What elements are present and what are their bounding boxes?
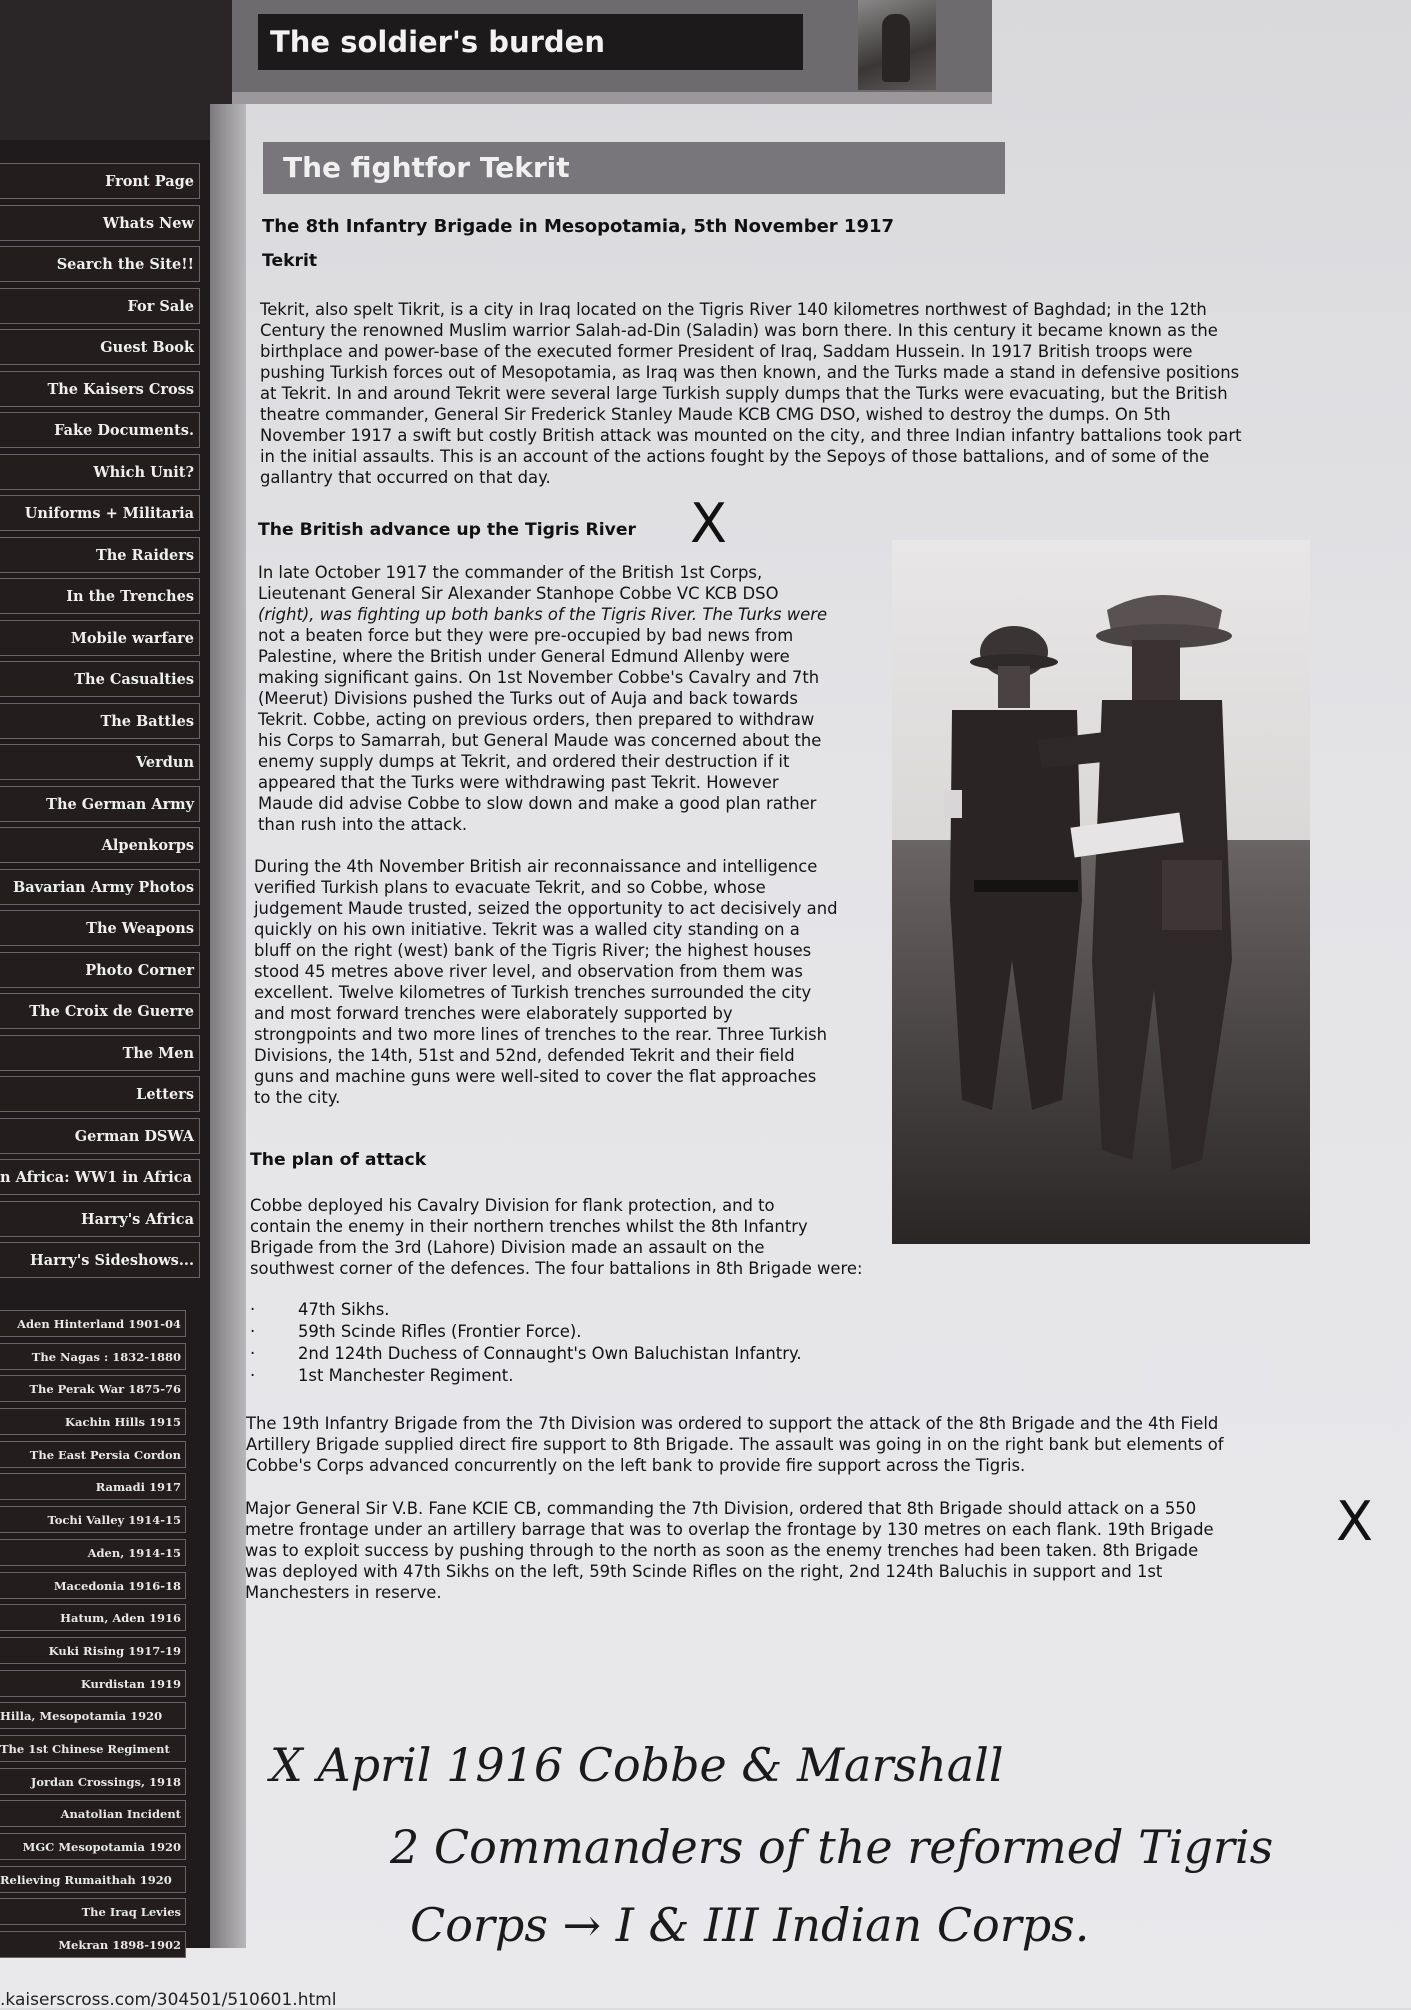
advance-paragraph: In late October 1917 the commander of the British 1st Corps, Lieutenant General Sir Alexander Stanhope Cobbe VC KCB DSO (right), was fighting up both banks of the Tigris River. The Turks were not a beaten force but they were pre-occupied by bad news from Palestine, where the British under General Edmund Allenby were making significant gains. On 1st November Cobbe's Cavalry and 7th (Meerut) Divisions pushed the Turks out of Auja and back towards Tekrit. Cobbe, acting on previous orders, then prepared to withdraw his Corps to Samarrah, but General Maude was concerned about the enemy supply dumps at Tekrit, and ordered their destruction if it appeared that the Turks were withdrawing past Tekrit. However Maude did advise Cobbe to slow down and make a good plan rather than rush into the attack.: [258, 563, 828, 834]
handwritten-note-line-3: Corps → I & III Indian Corps.: [410, 1898, 1090, 1952]
fane-paragraph: Major General Sir V.B. Fane KCIE CB, commanding the 7th Division, ordered that 8th Brigade should attack on a 550 metre frontage under an artillery barrage that was to overlap the frontage by 130 metres on each flank. 19th Brigade was to exploit success by pushing through to the north as soon as the enemy trenches had been taken. 8th Brigade was deployed with 47th Sikhs on the left, 59th Scinde Rifles on the right, 2nd 124th Baluchis in support and 1st Manchesters in reserve.: [245, 1499, 1214, 1602]
handwritten-note-line-1: X April 1916 Cobbe & Marshall: [270, 1738, 1004, 1792]
sidebar-item-trenches[interactable]: In the Trenches: [0, 578, 200, 614]
sidebar-item-men[interactable]: The Men: [0, 1035, 200, 1071]
list-item: · 2nd 124th Duchess of Connaught's Own Baluchistan Infantry.: [250, 1344, 802, 1363]
sidebar-item-verdun[interactable]: Verdun: [0, 744, 200, 780]
subnav-item-rumaithah[interactable]: Relieving Rumaithah 1920: [0, 1866, 186, 1893]
recon-paragraph: During the 4th November British air reconnaissance and intelligence verified Turkish plans to evacuate Tekrit, and so Cobbe, whose judgement Maude trusted, seized the opportunity to act decisively and quickly on his own initiative. Tekrit was a walled city standing on a bluff on the right (west) bank of the Tigris River; the highest houses stood 45 metres above river level, and observation from them was excellent. Twelve kilometres of Turkish trenches surrounded the city and most forward trenches were elaborately supported by strongpoints and two more lines of trenches to the rear. Three Turkish Divisions, the 14th, 51st and 52nd, defended Tekrit and their field guns and machine guns were well-sited to cover the flat approaches to the city.: [254, 857, 838, 1107]
sidebar-item-guest-book[interactable]: Guest Book: [0, 329, 200, 365]
header-strip: [232, 92, 992, 104]
subnav-item-nagas[interactable]: The Nagas : 1832-1880: [0, 1343, 186, 1370]
plan-paragraph: Cobbe deployed his Cavalry Division for flank protection, and to contain the enemy in their northern trenches whilst the 8th Infantry Brigade from the 3rd (Lahore) Division made an assault on the southwest corner of the defences. The four battalions in 8th Brigade were:: [250, 1196, 863, 1278]
sidebar-item-which-unit[interactable]: Which Unit?: [0, 454, 200, 490]
subnav-item-ramadi[interactable]: Ramadi 1917: [0, 1473, 186, 1500]
sidebar-item-kaisers-cross[interactable]: The Kaisers Cross: [0, 371, 200, 407]
site-title: The soldier's burden: [258, 14, 803, 70]
list-item: · 1st Manchester Regiment.: [250, 1366, 514, 1385]
sidebar-item-alpenkorps[interactable]: Alpenkorps: [0, 827, 200, 863]
sidebar-item-for-sale[interactable]: For Sale: [0, 288, 200, 324]
subnav-item-tochi-valley[interactable]: Tochi Valley 1914-15: [0, 1506, 186, 1533]
handwritten-x-mark-2: X: [1336, 1490, 1373, 1553]
footer-url[interactable]: .kaiserscross.com/304501/510601.html: [0, 1990, 337, 2010]
sidebar-item-mobile-warfare[interactable]: Mobile warfare: [0, 620, 200, 656]
subnav-item-anatolian[interactable]: Anatolian Incident: [0, 1800, 186, 1827]
header-soldier-photo: [858, 0, 936, 90]
sidebar-item-bavarian-photos[interactable]: Bavarian Army Photos: [0, 869, 200, 905]
subnav-item-mgc-mesopotamia[interactable]: MGC Mesopotamia 1920: [0, 1833, 186, 1860]
subnav-item-aden-1914[interactable]: Aden, 1914-15: [0, 1539, 186, 1566]
sidebar-shade: [210, 104, 246, 1948]
sidebar-item-africa[interactable]: n Africa: WW1 in Africa: [0, 1159, 200, 1195]
subnav-item-kuki-rising[interactable]: Kuki Rising 1917-19: [0, 1637, 186, 1664]
sidebar-item-fake-documents[interactable]: Fake Documents.: [0, 412, 200, 448]
subnav-item-hatum[interactable]: Hatum, Aden 1916: [0, 1604, 186, 1631]
subnav-item-chinese-regiment[interactable]: The 1st Chinese Regiment: [0, 1735, 186, 1762]
subnav-item-perak-war[interactable]: The Perak War 1875-76: [0, 1375, 186, 1402]
sidebar-item-photo-corner[interactable]: Photo Corner: [0, 952, 200, 988]
subnav-item-aden-hinterland[interactable]: Aden Hinterland 1901-04: [0, 1310, 186, 1337]
plan-heading: The plan of attack: [250, 1150, 427, 1170]
subnav-item-iraq-levies[interactable]: The Iraq Levies: [0, 1898, 186, 1925]
subnav-item-kachin-hills[interactable]: Kachin Hills 1915: [0, 1408, 186, 1435]
cobbe-photograph: [892, 540, 1310, 1244]
sidebar-item-letters[interactable]: Letters: [0, 1076, 200, 1112]
sidebar-item-search[interactable]: Search the Site!!: [0, 246, 200, 282]
sidebar-item-casualties[interactable]: The Casualties: [0, 661, 200, 697]
sidebar-item-front-page[interactable]: Front Page: [0, 163, 200, 199]
support-paragraph: The 19th Infantry Brigade from the 7th Division was ordered to support the attack of the 8th Brigade and the 4th Field Artillery Brigade supplied direct fire support to 8th Brigade. The assault was going in on the right bank but elements of Cobbe's Corps advanced concurrently on the left bank to provide fire support across the Tigris.: [246, 1414, 1224, 1475]
sidebar-subnav: [0, 1310, 186, 1964]
sidebar-item-battles[interactable]: The Battles: [0, 703, 200, 739]
sidebar-item-croix-de-guerre[interactable]: The Croix de Guerre: [0, 993, 200, 1029]
sidebar-item-whats-new[interactable]: Whats New: [0, 205, 200, 241]
tekrit-paragraph: Tekrit, also spelt Tikrit, is a city in Iraq located on the Tigris River 140 kilometres northwest of Baghdad; in the 12th Century the renowned Muslim warrior Salah-ad-Din (Saladin) was born there. In this century it became known as the birthplace and power-base of the executed former President of Iraq, Saddam Hussein. In 1917 British troops were pushing Turkish forces out of Mesopotamia, as Iraq was then known, and the Turks made a stand in defensive positions at Tekrit. In and around Tekrit were several large Turkish supply dumps that the Turks were evacuating, but the British theatre commander, General Sir Frederick Stanley Maude KCB CMG DSO, wished to destroy the dumps. On 5th November 1917 a swift but costly British attack was mounted on the city, and three Indian infantry battalions took part in the initial assaults. This is an account of the actions fought by the Sepoys of those battalions, and of some of the gallantry that occurred on that day.: [260, 300, 1242, 487]
handwritten-note-line-2: 2 Commanders of the reformed Tigris: [390, 1820, 1274, 1874]
subnav-item-macedonia[interactable]: Macedonia 1916-18: [0, 1572, 186, 1599]
sidebar-item-raiders[interactable]: The Raiders: [0, 537, 200, 573]
sidebar-nav: [0, 163, 200, 1284]
list-item: · 47th Sikhs.: [250, 1300, 390, 1319]
list-item: · 59th Scinde Rifles (Frontier Force).: [250, 1322, 582, 1341]
subnav-item-hilla[interactable]: Hilla, Mesopotamia 1920: [0, 1702, 186, 1729]
subnav-item-east-persia[interactable]: The East Persia Cordon: [0, 1441, 186, 1468]
sidebar-item-german-army[interactable]: The German Army: [0, 786, 200, 822]
header-dark-block: [0, 0, 240, 140]
subnav-item-jordan-crossings[interactable]: Jordan Crossings, 1918: [0, 1768, 186, 1795]
sidebar-item-weapons[interactable]: The Weapons: [0, 910, 200, 946]
subnav-item-mekran[interactable]: Mekran 1898-1902: [0, 1931, 186, 1958]
sidebar-item-harrys-sideshows[interactable]: Harry's Sideshows...: [0, 1242, 200, 1278]
sidebar-item-german-dswa[interactable]: German DSWA: [0, 1118, 200, 1154]
sidebar-item-uniforms[interactable]: Uniforms + Militaria: [0, 495, 200, 531]
battalion-list: [250, 1299, 802, 1387]
subnav-item-kurdistan[interactable]: Kurdistan 1919: [0, 1670, 186, 1697]
section-title: The fightfor Tekrit: [263, 142, 1005, 194]
handwritten-x-mark: X: [690, 492, 727, 555]
sidebar-item-harrys-africa[interactable]: Harry's Africa: [0, 1201, 200, 1237]
article-title: The 8th Infantry Brigade in Mesopotamia, 5th November 1917: [262, 216, 895, 237]
advance-heading: The British advance up the Tigris River: [258, 520, 636, 540]
tekrit-heading: Tekrit: [262, 251, 318, 271]
